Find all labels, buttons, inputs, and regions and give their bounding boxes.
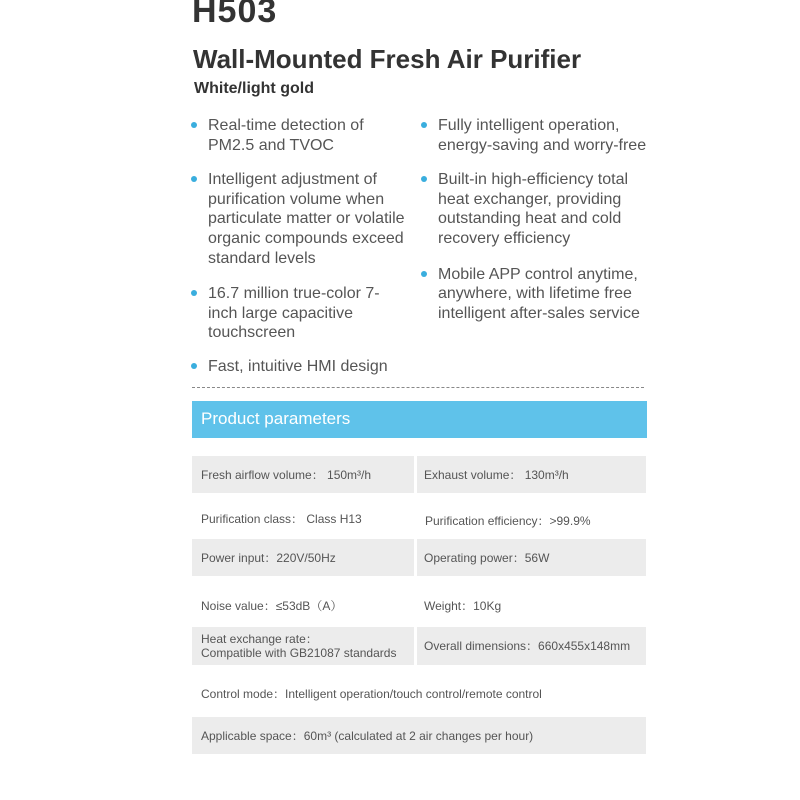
heat-exchange-label: Heat exchange rate： [201, 632, 318, 646]
param-fresh-airflow: Fresh airflow volume： 150m³/h [192, 456, 414, 493]
feature-list-left [190, 116, 405, 395]
feature-item [420, 170, 660, 248]
param-exhaust-volume: Exhaust volume： 130m³/h [417, 456, 646, 493]
product-color: White/light gold [194, 80, 314, 97]
bullet-icon [421, 271, 427, 277]
param-operating-power: Operating power：56W [417, 539, 646, 576]
param-purification-efficiency: Purification efficiency：>99.9% [425, 513, 591, 528]
bullet-icon [191, 290, 197, 296]
bullet-icon [421, 122, 427, 128]
feature-text: 16.7 million true-color 7-inch large capacitive touchscreen [208, 285, 380, 342]
bullet-icon [191, 122, 197, 128]
feature-text: Mobile APP control anytime, anywhere, with lifetime free intelligent after-sales service [438, 265, 640, 322]
feature-item [190, 116, 405, 155]
bullet-icon [191, 363, 197, 369]
param-noise-value: Noise value：≤53dB（A） [201, 598, 343, 613]
feature-text: Fast, intuitive HMI design [208, 357, 388, 375]
param-weight: Weight：10Kg [424, 598, 502, 613]
feature-item [190, 170, 405, 268]
parameters-header [192, 401, 647, 438]
param-heat-exchange [192, 627, 414, 665]
feature-text: Real-time detection of PM2.5 and TVOC [208, 117, 364, 154]
param-power-input: Power input：220V/50Hz [192, 539, 414, 576]
param-purification-class: Purification class： Class H13 [201, 511, 362, 526]
feature-item [420, 116, 660, 155]
dashed-divider [192, 387, 644, 388]
feature-text: Built-in high-efficiency total heat exchanger, providing outstanding heat and cold recovery efficiency [438, 171, 629, 247]
feature-list-right [420, 116, 660, 341]
feature-item [190, 284, 405, 343]
parameters-header-title: Product parameters [201, 409, 351, 428]
heat-exchange-value: Compatible with GB21087 standards [201, 646, 397, 660]
feature-text: Intelligent adjustment of purification volume when particulate matter or volatile organic compounds exceed standard levels [208, 171, 405, 267]
param-applicable-space: Applicable space：60m³ (calculated at 2 air changes per hour) [192, 717, 646, 754]
feature-item [420, 265, 660, 324]
param-control-mode: Control mode：Intelligent operation/touch control/remote control [201, 686, 542, 701]
feature-text: Fully intelligent operation, energy-saving and worry-free [438, 117, 647, 154]
bullet-icon [421, 176, 427, 182]
bullet-icon [191, 176, 197, 182]
param-overall-dimensions: Overall dimensions：660x455x148mm [417, 627, 646, 665]
model-number: H503 [192, 0, 278, 30]
feature-item [190, 357, 405, 377]
product-title: Wall-Mounted Fresh Air Purifier [193, 44, 582, 74]
